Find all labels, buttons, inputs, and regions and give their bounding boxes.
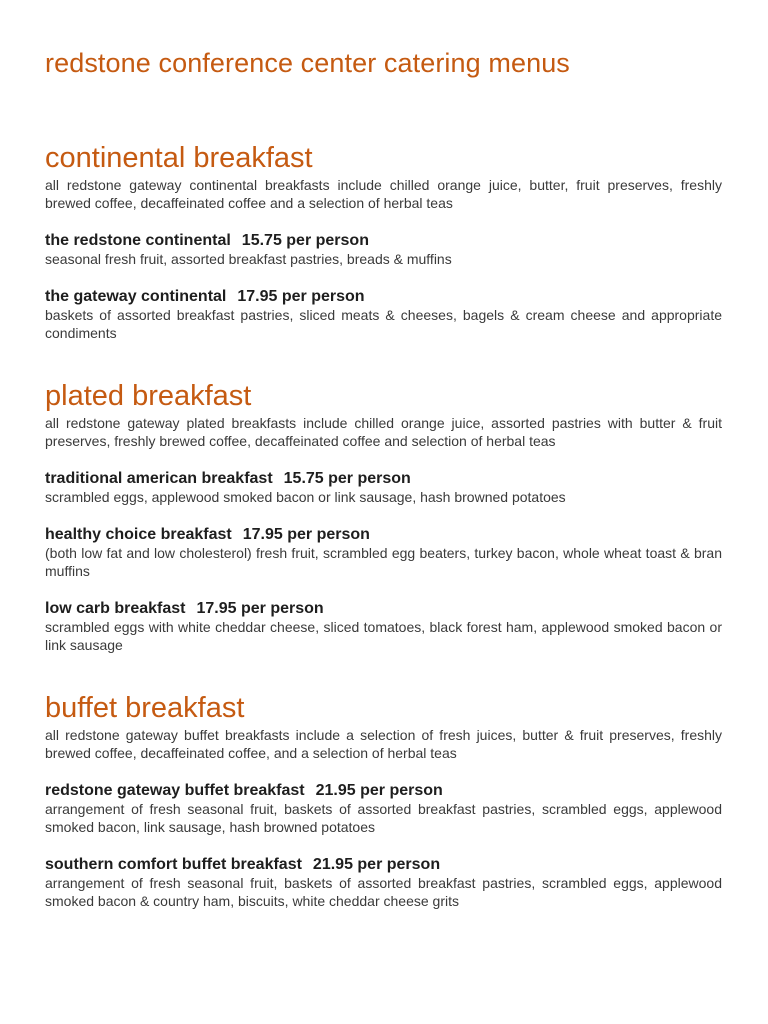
menu-item-heading <box>45 525 722 544</box>
section-continental-breakfast <box>45 140 722 342</box>
menu-item-price: 21.95 per person <box>315 782 443 799</box>
section-intro: all redstone gateway continental breakfasts include chilled orange juice, butter, fruit preserves, freshly brewed coffee, decaffeinated coffee and a selection of herbal teas <box>45 177 722 211</box>
menu-item-name: southern comfort buffet breakfast <box>45 856 302 873</box>
section-plated-breakfast <box>45 378 722 654</box>
menu-item-name: the gateway continental <box>45 288 227 305</box>
menu-item-price: 17.95 per person <box>196 600 324 617</box>
menu-item <box>45 855 722 910</box>
menu-item <box>45 599 722 654</box>
section-title: plated breakfast <box>45 380 252 412</box>
menu-item <box>45 781 722 836</box>
menu-item <box>45 525 722 580</box>
menu-item-description: scrambled eggs, applewood smoked bacon or link sausage, hash browned potatoes <box>45 489 566 505</box>
menu-item <box>45 469 722 506</box>
menu-item-heading <box>45 855 722 874</box>
menu-item-description: seasonal fresh fruit, assorted breakfast pastries, breads & muffins <box>45 251 452 267</box>
section-intro: all redstone gateway plated breakfasts include chilled orange juice, assorted pastries with butter & fruit preserves, freshly brewed coffee, decaffeinated coffee and selection of herbal teas <box>45 415 722 449</box>
menu-item-heading <box>45 781 722 800</box>
menu-item-price: 15.75 per person <box>241 232 369 249</box>
menu-item-price: 15.75 per person <box>283 470 411 487</box>
menu-item-description: baskets of assorted breakfast pastries, sliced meats & cheeses, bagels & cream cheese and appropriate condiments <box>45 307 722 341</box>
menu-item-name: the redstone continental <box>45 232 231 249</box>
menu-item-price: 17.95 per person <box>237 288 365 305</box>
menu-item <box>45 231 722 268</box>
menu-item-description: arrangement of fresh seasonal fruit, baskets of assorted breakfast pastries, scrambled eggs, applewood smoked bacon & country ham, biscuits, white cheddar cheese grits <box>45 875 722 909</box>
menu-item-price: 17.95 per person <box>242 526 370 543</box>
menu-item-price: 21.95 per person <box>312 856 441 873</box>
menu-item-heading <box>45 287 722 306</box>
menu-item-description: scrambled eggs with white cheddar cheese, sliced tomatoes, black forest ham, applewood smoked bacon or link sausage <box>45 619 722 653</box>
menu-item-description: arrangement of fresh seasonal fruit, baskets of assorted breakfast pastries, scrambled eggs, applewood smoked bacon, link sausage, hash browned potatoes <box>45 801 722 835</box>
section-buffet-breakfast <box>45 690 722 910</box>
menu-item-heading <box>45 231 722 250</box>
menu-item-heading <box>45 469 722 488</box>
section-title: buffet breakfast <box>45 692 245 724</box>
menu-item-name: redstone gateway buffet breakfast <box>45 782 305 799</box>
menu-item-name: low carb breakfast <box>45 600 186 617</box>
section-intro: all redstone gateway buffet breakfasts include a selection of fresh juices, butter & fruit preserves, freshly brewed coffee, decaffeinated coffee, and a selection of herbal teas <box>45 727 722 761</box>
document-title: redstone conference center catering menus <box>45 48 570 78</box>
menu-item-description: (both low fat and low cholesterol) fresh fruit, scrambled egg beaters, turkey bacon, whole wheat toast & bran muffins <box>45 545 722 579</box>
menu-item <box>45 287 722 342</box>
menu-item-name: traditional american breakfast <box>45 470 273 487</box>
menu-item-heading <box>45 599 722 618</box>
section-title: continental breakfast <box>45 142 313 174</box>
menu-item-name: healthy choice breakfast <box>45 526 232 543</box>
